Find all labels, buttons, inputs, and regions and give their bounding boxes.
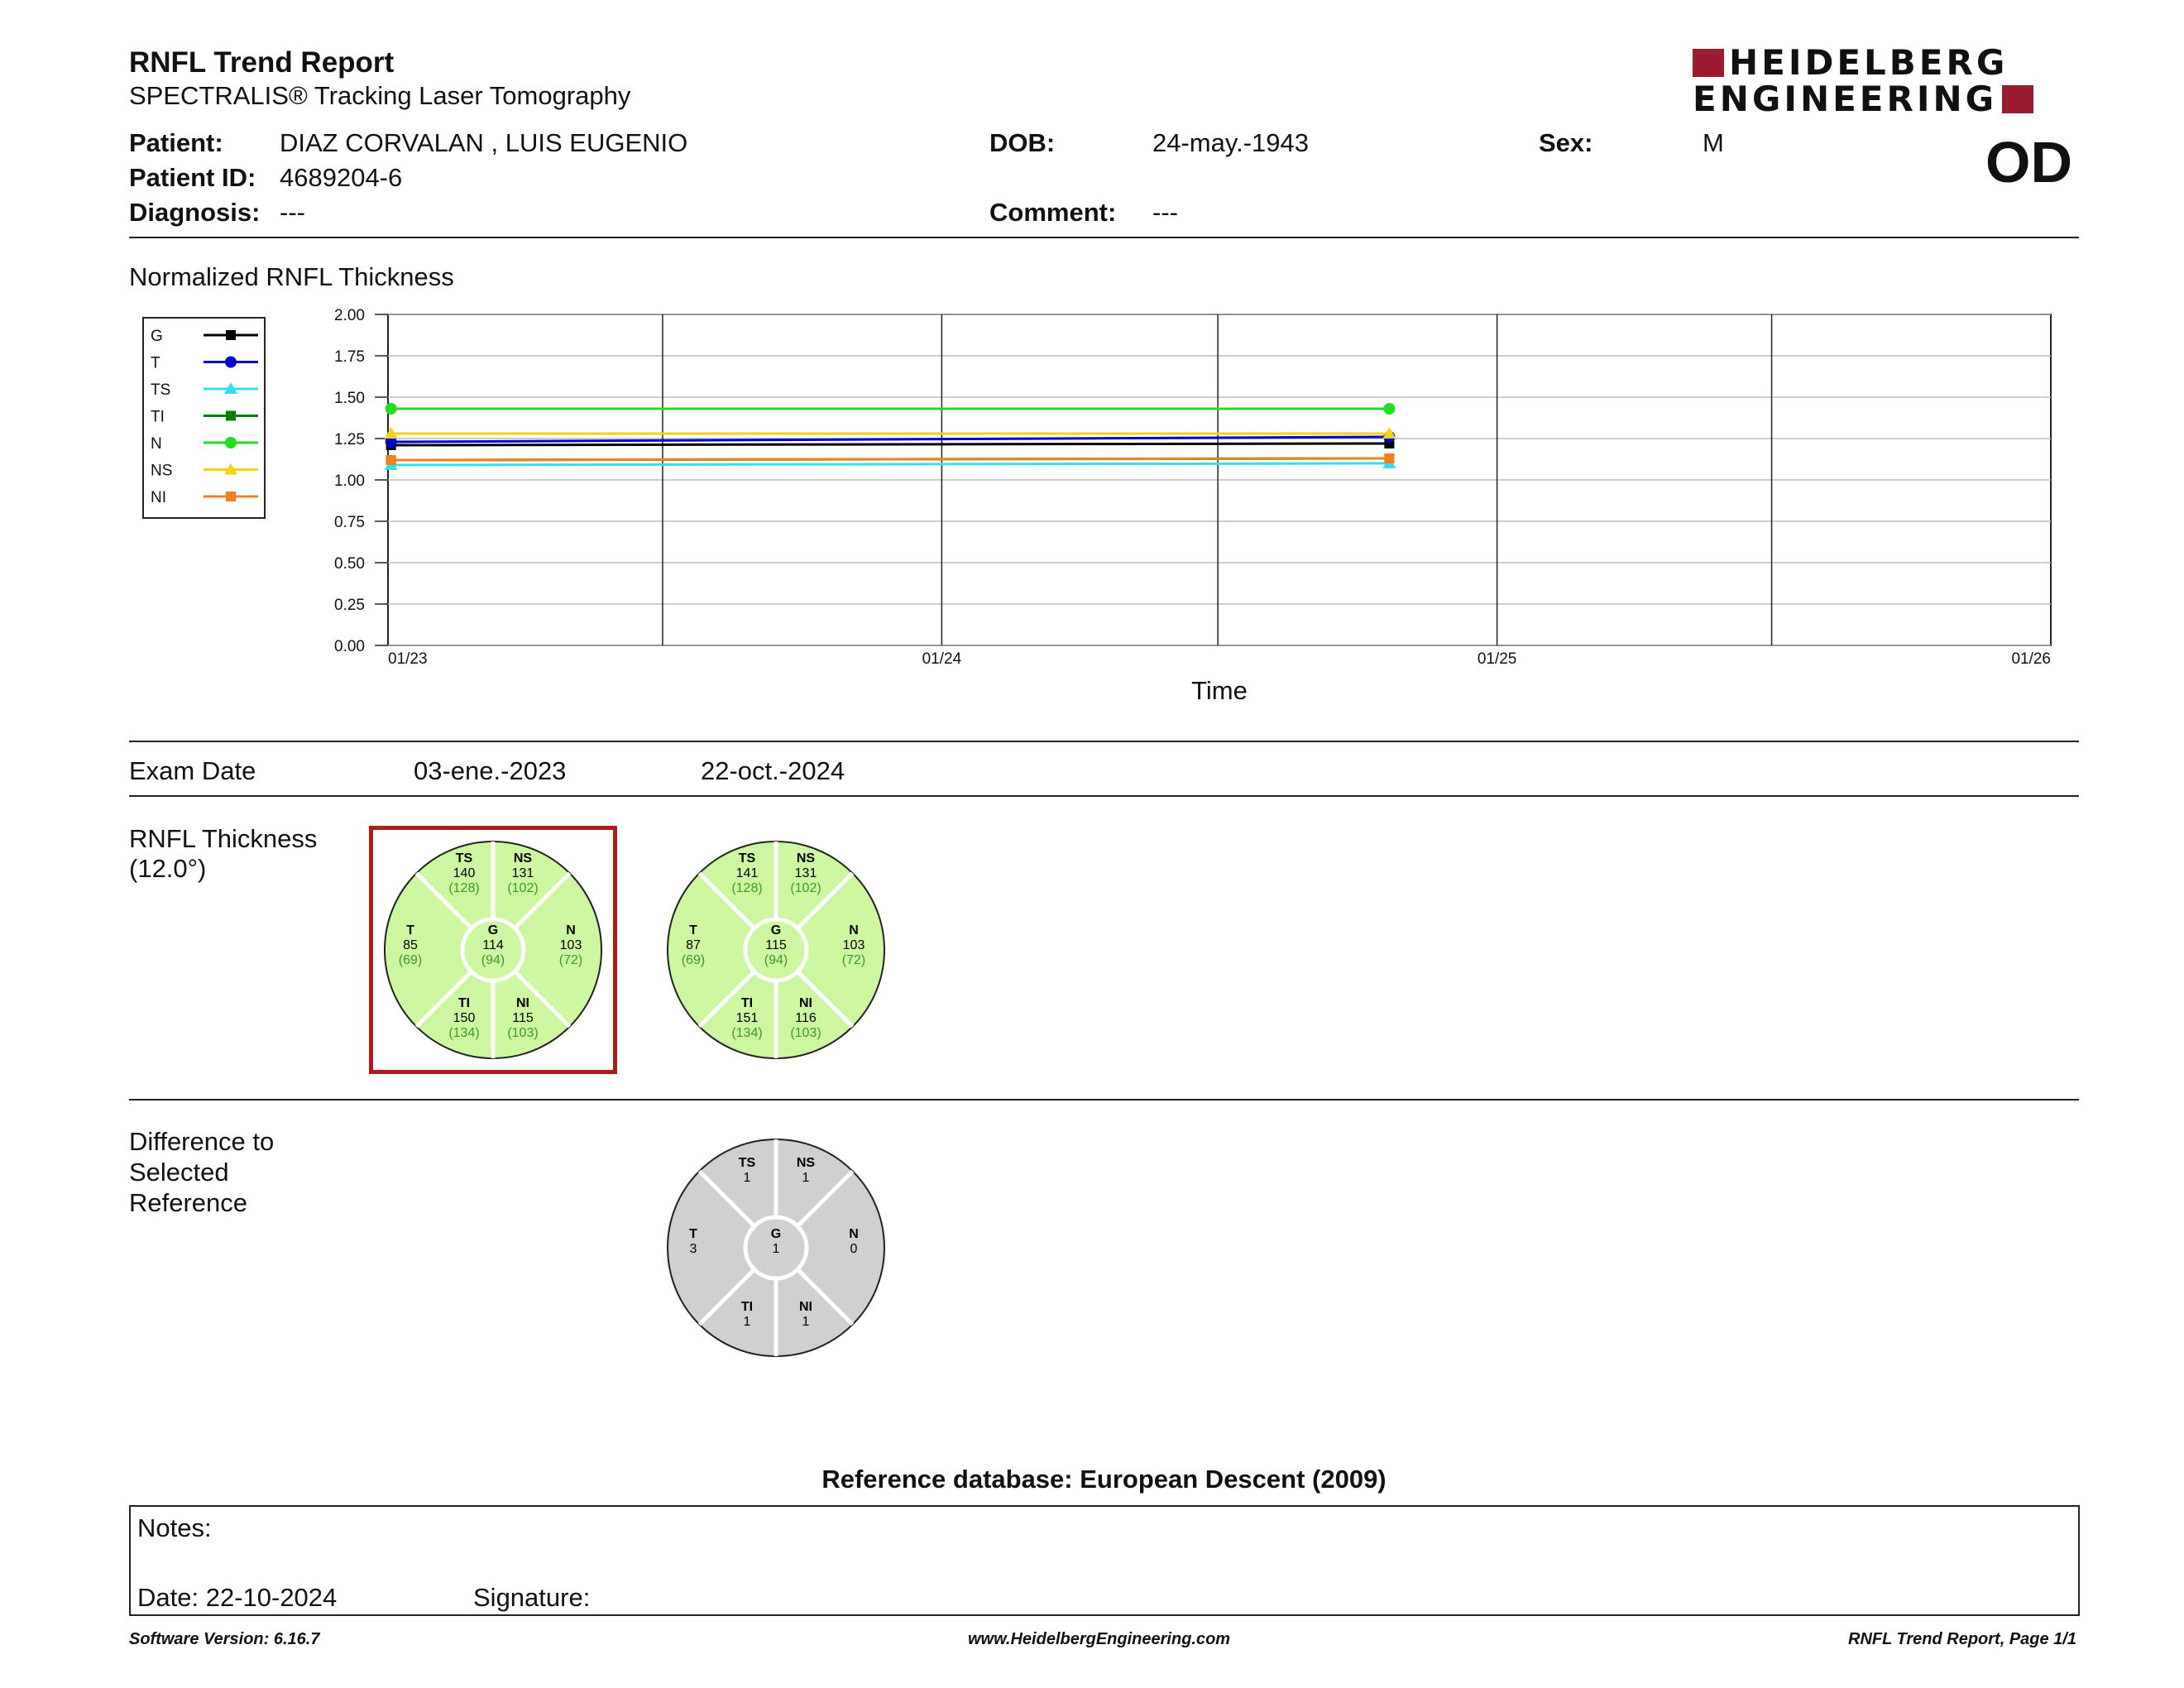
sector-ti-name: TI	[457, 996, 471, 1010]
notes-signature[interactable]: Signature:	[473, 1583, 591, 1612]
sector-ti-value: 150	[453, 1011, 476, 1025]
y-tick-label: 1.75	[334, 348, 365, 366]
legend-svg	[144, 319, 264, 517]
sector-ts-ref: (128)	[731, 881, 763, 895]
dob-value: 24-may.-1943	[1152, 128, 1309, 157]
sector-n-value: 103	[842, 938, 865, 952]
sector-ni-value: 116	[795, 1011, 817, 1025]
diagnosis-label: Diagnosis:	[129, 198, 261, 227]
chart-title: Normalized RNFL Thickness	[129, 262, 454, 291]
footer-website[interactable]: www.HeidelbergEngineering.com	[968, 1630, 1231, 1648]
sex-value: M	[1703, 128, 1724, 157]
legend-marker-ti	[226, 411, 236, 421]
difference-circle	[660, 1132, 892, 1364]
sex-label: Sex:	[1539, 128, 1593, 157]
legend-marker-g	[226, 330, 236, 340]
logo-square-icon	[2002, 85, 2033, 113]
thickness-circle-2[interactable]	[660, 834, 892, 1066]
sector-ns-value: 131	[511, 866, 534, 880]
logo-text-2: ENGINEERING	[1693, 79, 1998, 119]
logo-square-icon	[1693, 49, 1724, 77]
legend-label-ni: NI	[151, 489, 166, 506]
report-subtitle: SPECTRALIS® Tracking Laser Tomography	[129, 81, 631, 110]
y-tick-label: 0.75	[334, 514, 365, 531]
reference-database: Reference database: European Descent (2009)	[821, 1465, 1387, 1494]
sector-ns-name: NS	[796, 851, 816, 866]
difference-top-divider	[129, 1099, 2079, 1101]
sector-t-ref: (69)	[398, 953, 423, 967]
sector-ti-ref: (134)	[448, 1026, 480, 1040]
sector-ts-value: 141	[735, 866, 759, 880]
y-tick-label: 2.00	[334, 307, 365, 324]
y-tick-label: 0.25	[334, 597, 365, 614]
diff-ti-name: TI	[740, 1300, 754, 1314]
diagnosis-value: ---	[280, 198, 305, 227]
diff-n-value: 0	[850, 1242, 858, 1256]
series-point-n	[386, 403, 397, 415]
difference-label-1: Difference to	[129, 1127, 275, 1156]
y-tick-label: 1.00	[334, 472, 365, 490]
chart-legend	[142, 317, 266, 519]
trend-chart	[281, 298, 2068, 712]
eye-label: OD	[1985, 130, 2072, 194]
sector-n-name: N	[849, 923, 859, 938]
exam-date-1: 03-ene.-2023	[414, 756, 567, 785]
x-tick-label: 01/25	[1477, 650, 1517, 668]
difference-label-3: Reference	[129, 1188, 248, 1217]
exam-date-2: 22-oct.-2024	[701, 756, 845, 785]
legend-label-n: N	[151, 435, 162, 453]
x-tick-label: 01/23	[388, 650, 428, 668]
sector-n-ref: (72)	[558, 953, 583, 967]
logo-line-2	[1693, 79, 2033, 119]
diff-t-name: T	[689, 1227, 697, 1241]
patient-id-label: Patient ID:	[129, 163, 256, 192]
difference-label-2: Selected	[129, 1158, 229, 1187]
sector-ti-value: 151	[735, 1011, 759, 1025]
exam-date-label: Exam Date	[129, 756, 256, 785]
comment-value: ---	[1152, 198, 1178, 227]
sector-ni-ref: (103)	[507, 1026, 539, 1040]
sector-n-name: N	[566, 923, 576, 938]
sector-ni-name: NI	[516, 996, 529, 1010]
sector-n-value: 103	[559, 938, 582, 952]
legend-label-ts: TS	[151, 381, 171, 399]
patient-id: 4689204-6	[280, 163, 403, 192]
exam-top-divider	[129, 741, 2079, 742]
footer-software-version: Software Version: 6.16.7	[129, 1630, 320, 1648]
report-title: RNFL Trend Report	[129, 46, 395, 79]
legend-marker-t	[225, 357, 237, 368]
sector-ts-name: TS	[455, 851, 473, 866]
sector-g-name: G	[770, 923, 782, 938]
patient-name: DIAZ CORVALAN , LUIS EUGENIO	[280, 128, 688, 157]
notes-date: Date: 22-10-2024	[137, 1583, 338, 1612]
sector-g-ref: (94)	[481, 953, 505, 967]
diff-ti-value: 1	[743, 1315, 751, 1329]
legend-marker-n	[225, 437, 237, 448]
exam-bottom-divider	[129, 795, 2079, 797]
notes-label: Notes:	[137, 1513, 212, 1542]
sector-ts-value: 140	[453, 866, 476, 880]
diff-ns-name: NS	[796, 1156, 816, 1170]
logo-text-1: HEIDELBERG	[1729, 42, 2009, 83]
sector-t-ref: (69)	[681, 953, 706, 967]
legend-label-ns: NS	[151, 462, 173, 480]
sector-ns-ref: (102)	[507, 881, 539, 895]
diff-g-value: 1	[772, 1242, 780, 1256]
diff-ts-value: 1	[743, 1171, 751, 1185]
series-point-n	[1383, 403, 1395, 415]
legend-marker-ni	[226, 492, 236, 501]
sector-t-value: 85	[403, 938, 418, 952]
legend-label-t: T	[151, 354, 160, 372]
sector-g-ref: (94)	[764, 953, 788, 967]
thickness-label: RNFL Thickness	[129, 824, 318, 853]
y-tick-label: 1.25	[334, 431, 365, 448]
x-tick-label: 01/24	[922, 650, 962, 668]
series-point-ni	[1384, 453, 1394, 463]
notes-box[interactable]	[129, 1505, 2080, 1616]
footer-page: RNFL Trend Report, Page 1/1	[1848, 1630, 2076, 1648]
series-line-ni	[391, 458, 1390, 460]
series-point-ni	[386, 455, 396, 465]
diff-ts-name: TS	[738, 1156, 756, 1170]
diff-t-value: 3	[689, 1242, 697, 1256]
sector-ni-name: NI	[799, 996, 812, 1010]
sector-ni-ref: (103)	[790, 1026, 821, 1040]
dob-label: DOB:	[989, 128, 1056, 157]
sector-ts-name: TS	[738, 851, 756, 866]
sector-g-value: 114	[482, 938, 504, 952]
sector-t-name: T	[689, 923, 697, 938]
x-tick-label: 01/26	[2011, 650, 2051, 668]
sector-n-ref: (72)	[841, 953, 866, 967]
y-tick-label: 0.00	[334, 638, 365, 655]
x-axis-label: Time	[1191, 676, 1248, 705]
header-divider	[129, 237, 2079, 238]
sector-ns-ref: (102)	[790, 881, 821, 895]
y-tick-label: 0.50	[334, 555, 365, 573]
diff-ns-value: 1	[802, 1171, 810, 1185]
sector-ns-name: NS	[513, 851, 533, 866]
sector-t-value: 87	[686, 938, 701, 952]
sector-ti-name: TI	[740, 996, 754, 1010]
diff-g-name: G	[770, 1227, 782, 1241]
thickness-circle-1[interactable]	[377, 834, 609, 1066]
logo-line-1	[1693, 42, 2009, 83]
sector-t-name: T	[406, 923, 414, 938]
sector-g-value: 115	[765, 938, 787, 952]
series-line-g	[391, 444, 1390, 445]
sector-ti-ref: (134)	[731, 1026, 763, 1040]
legend-label-g: G	[151, 328, 163, 345]
legend-label-ti: TI	[151, 408, 165, 426]
sector-ns-value: 131	[794, 866, 817, 880]
diff-n-name: N	[849, 1227, 859, 1241]
thickness-angle: (12.0°)	[129, 854, 207, 883]
series-line-ts	[391, 463, 1390, 465]
comment-label: Comment:	[989, 198, 1117, 227]
diff-ni-value: 1	[802, 1315, 810, 1329]
diff-ni-name: NI	[799, 1300, 812, 1314]
sector-g-name: G	[487, 923, 499, 938]
series-line-t	[391, 437, 1390, 442]
patient-label: Patient:	[129, 128, 223, 157]
sector-ni-value: 115	[512, 1011, 534, 1025]
sector-ts-ref: (128)	[448, 881, 480, 895]
y-tick-label: 1.50	[334, 390, 365, 407]
